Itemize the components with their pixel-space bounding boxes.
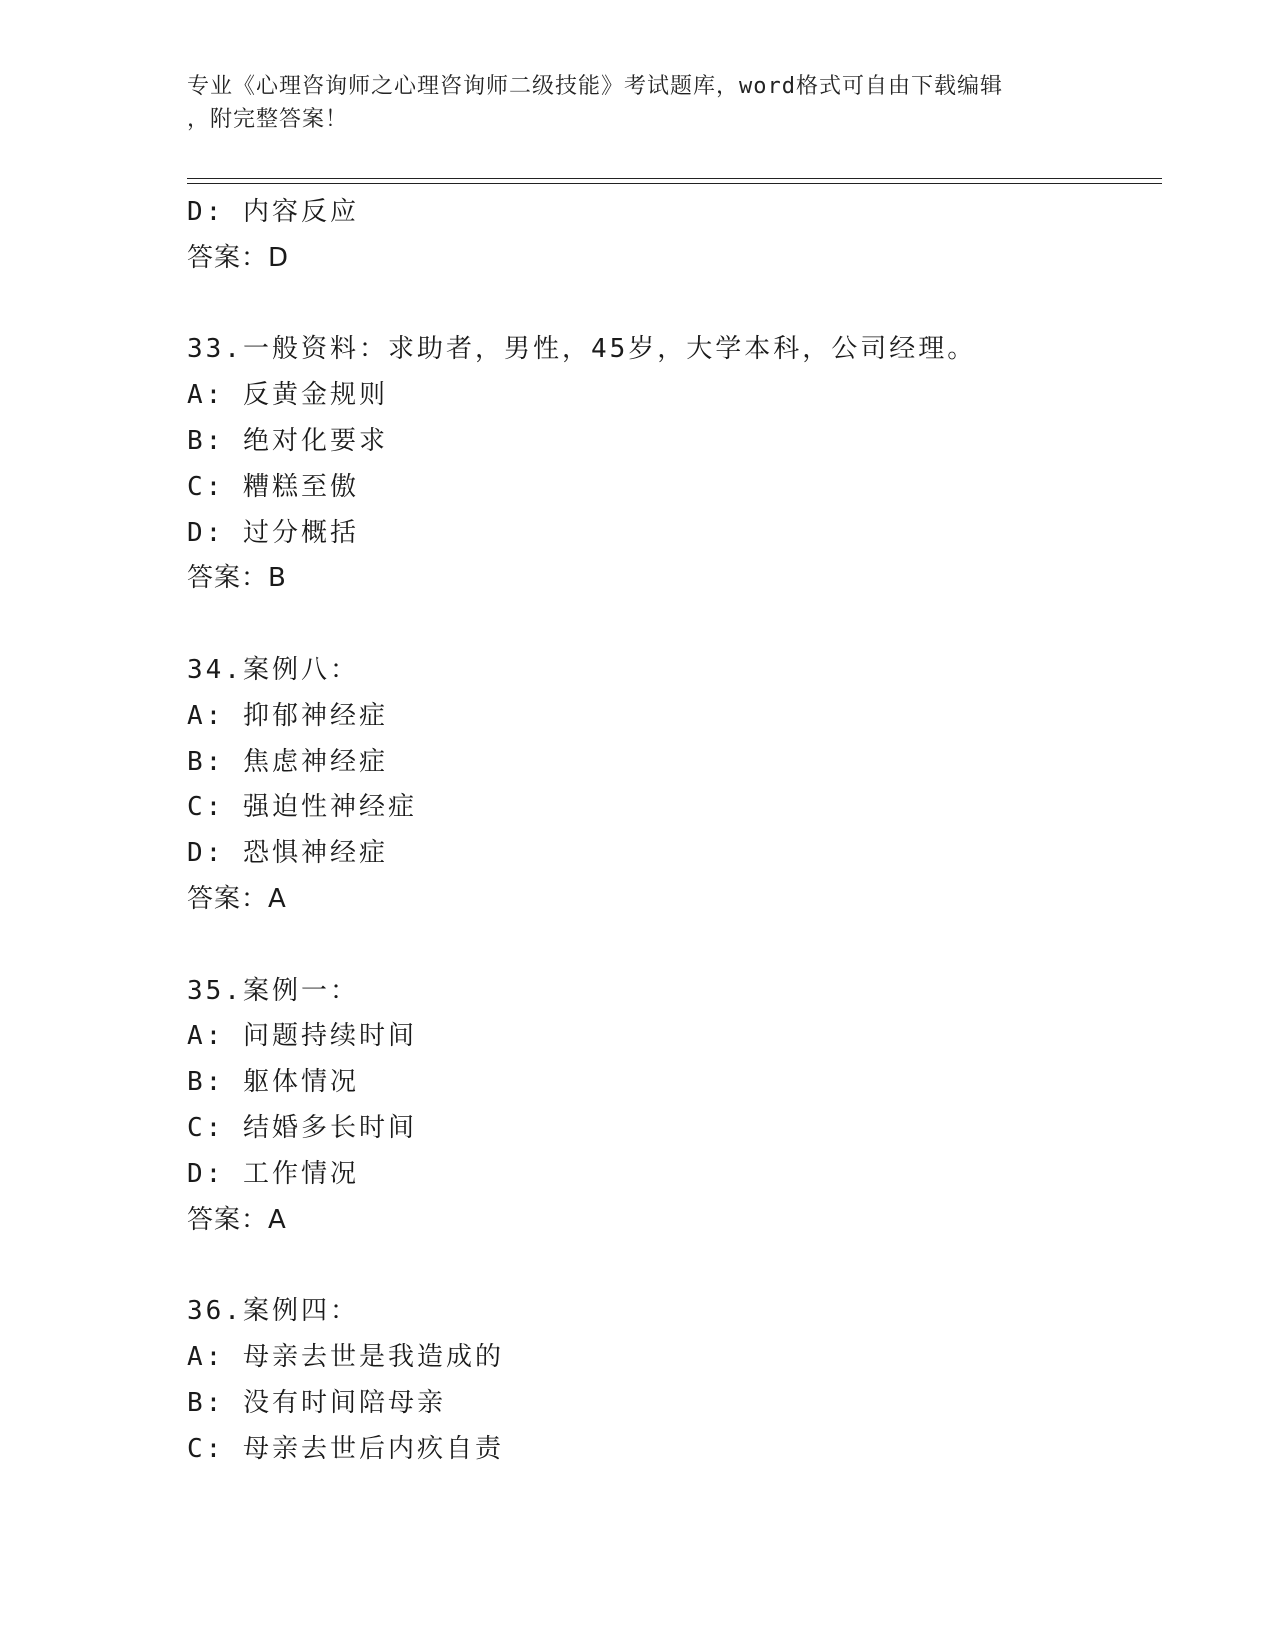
spacer [187, 1243, 1162, 1289]
document-header [187, 70, 1087, 136]
option-d: D: 工作情况 [187, 1158, 359, 1189]
question-stem: 33.一般资料：求助者，男性，45岁，大学本科，公司经理。 [187, 334, 977, 365]
question-stem: 36.案例四： [187, 1296, 359, 1327]
question-stem: 35.案例一： [187, 975, 359, 1006]
question-33 [187, 327, 1162, 602]
option-c: C: 强迫性神经症 [187, 792, 417, 823]
question-stem: 34.案例八： [187, 654, 359, 685]
header-divider-top [187, 178, 1162, 179]
prev-answer: 答案：D [187, 242, 290, 273]
spacer [187, 282, 1162, 328]
option-a: A: 母亲去世是我造成的 [187, 1341, 504, 1372]
option-c: C: 母亲去世后内疚自责 [187, 1433, 504, 1464]
option-c: C: 糟糕至傲 [187, 471, 359, 502]
header-line-2: ，附完整答案！ [187, 107, 349, 132]
option-d: D: 恐惧神经症 [187, 838, 388, 869]
option-c: C: 结婚多长时间 [187, 1112, 417, 1143]
option-a: A: 反黄金规则 [187, 380, 388, 411]
question-35 [187, 969, 1162, 1244]
answer: 答案：A [187, 1204, 287, 1235]
option-b: B: 躯体情况 [187, 1067, 359, 1098]
spacer [187, 923, 1162, 969]
question-36 [187, 1289, 1162, 1472]
option-d: D: 过分概括 [187, 517, 359, 548]
header-line-1: 专业《心理咨询师之心理咨询师二级技能》考试题库，word格式可自由下载编辑 [187, 74, 1003, 99]
option-a: A: 问题持续时间 [187, 1021, 417, 1052]
answer: 答案：A [187, 883, 287, 914]
spacer [187, 602, 1162, 648]
answer: 答案：B [187, 563, 287, 594]
question-34 [187, 648, 1162, 923]
option-b: B: 没有时间陪母亲 [187, 1387, 446, 1418]
header-divider-bottom [187, 183, 1162, 184]
option-a: A: 抑郁神经症 [187, 700, 388, 731]
question-list [187, 190, 1162, 1472]
option-b: B: 绝对化要求 [187, 425, 388, 456]
prev-option-d: D: 内容反应 [187, 197, 359, 227]
option-b: B: 焦虑神经症 [187, 746, 388, 777]
